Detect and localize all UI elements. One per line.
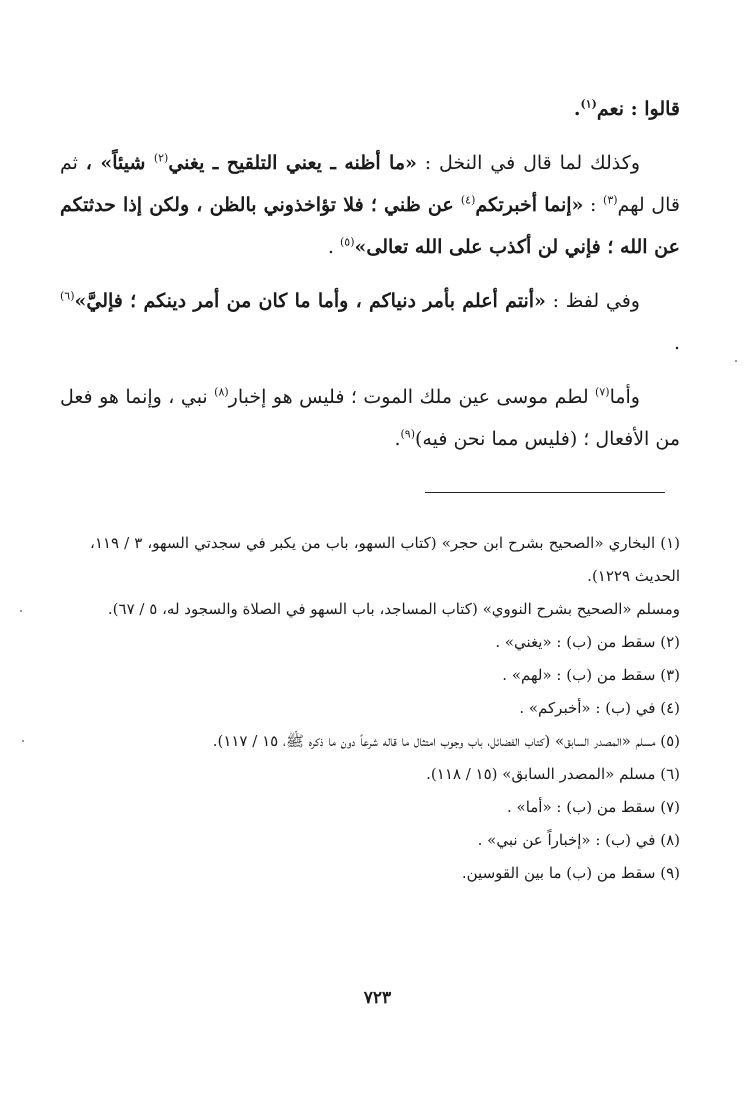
- footnote-item: ومسلم «الصحيح بشرح النووي» (كتاب المساجد، باب السهو في الصلاة والسجود له، ٥ / ٦٧).: [107, 600, 680, 618]
- footnote-ref: (٦): [60, 289, 75, 303]
- hadith-quote: شيئاً» ،: [85, 152, 154, 174]
- footnote-ref: (١): [580, 97, 597, 111]
- paragraph-2: [60, 142, 680, 268]
- hadith-quote: عن ظني ؛ فلا تؤاخذوني بالظن ، ولكن إذا حدثتكم عن الله ؛ فإني لن أكذب على الله تعالى»: [60, 194, 680, 258]
- footnote-item: (٢) سقط من (ب) : «يغني» .: [495, 633, 680, 651]
- footnote-ref: (٣): [603, 193, 618, 207]
- footnote-ref: (٤): [460, 193, 476, 207]
- text-span: قالوا : نعم: [596, 98, 680, 120]
- footnote-item: (٩) سقط من (ب) ما بين القوسين.: [461, 864, 680, 882]
- hadith-quote: «ما أظنه ـ يعني التلقيح ـ يغني: [168, 152, 417, 174]
- footnote-item: (١) البخاري «الصحيح بشرح ابن حجر» (كتاب السهو، باب من يكبر في سجدتي السهو، ٣ / ١١٩، الحديث ١٢٢٩).: [90, 534, 680, 585]
- footnote-item: (٨) في (ب) : «إخباراً عن نبي» .: [477, 831, 680, 849]
- footnote-ref: (٩): [400, 427, 415, 441]
- hadith-quote: «إنما أخبرتكم: [475, 194, 584, 216]
- text-span: نبي ، وإنما هو فعل من الأفعال ؛ (فليس مما نحن فيه): [60, 386, 680, 450]
- scan-speck: [22, 740, 24, 742]
- text-span: ثم قال لهم: [60, 152, 680, 216]
- footnote-separator: [425, 492, 665, 493]
- text-span: وأما: [609, 386, 640, 408]
- footnote-item: (٦) مسلم «المصدر السابق» (١٥ / ١١٨).: [426, 765, 680, 783]
- main-text: [60, 88, 680, 472]
- text-span: .: [573, 98, 581, 120]
- footnote-item: (٧) سقط من (ب) : «أما» .: [506, 798, 680, 816]
- text-span: .: [327, 236, 340, 258]
- text-span: لطم موسى عين ملك الموت ؛ فليس هو إخبار: [228, 386, 596, 408]
- text-span: .: [394, 428, 401, 450]
- footnote-ref: (٥): [339, 235, 355, 249]
- paragraph-1: [60, 88, 680, 130]
- scan-speck: [735, 360, 737, 362]
- page-number: ٧٢٣: [363, 988, 392, 1008]
- text-span: وفي لفظ :: [545, 290, 640, 312]
- scan-speck: [20, 610, 22, 612]
- footnote-item: (٥) مسلم «المصدر السابق» (كتاب الفضائل، باب وجوب امتثال ما قاله شرعاً دون ما ذكره ﷺ، ١٥ / ١١٧).: [212, 732, 680, 750]
- paragraph-4: [60, 376, 680, 460]
- text-span: :: [583, 194, 604, 216]
- footnote-ref: (٧): [595, 385, 610, 399]
- text-span: .: [673, 332, 680, 354]
- footnote-ref: (٨): [214, 385, 229, 399]
- footnote-ref: (٢): [153, 151, 169, 165]
- footnote-item: (٣) سقط من (ب) : «لهم» .: [502, 666, 680, 684]
- hadith-quote: «أنتم أعلم بأمر دنياكم ، وأما ما كان من أمر دينكم ؛ فإليَّ»: [74, 290, 546, 312]
- footnotes-section: [90, 527, 680, 890]
- footnote-item: (٤) في (ب) : «أخبركم» .: [519, 699, 680, 717]
- paragraph-3: [60, 280, 680, 364]
- text-span: وكذلك لما قال في النخل :: [416, 152, 640, 174]
